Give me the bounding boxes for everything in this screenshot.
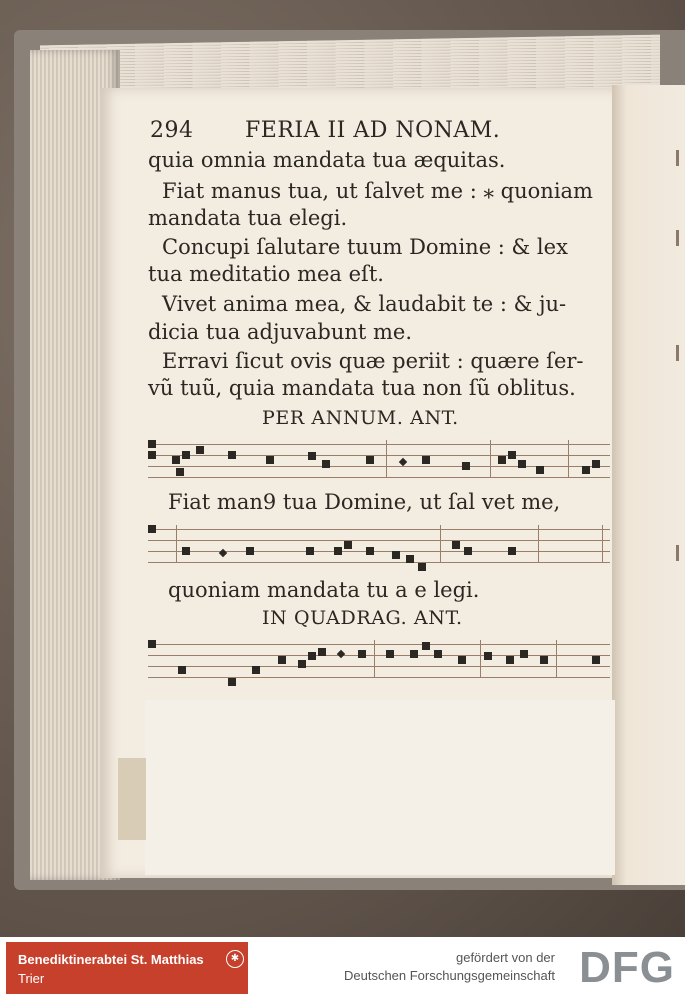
right-page <box>612 85 685 885</box>
verse-line: Erravi ſicut ovis quæ periit : quære ſer- <box>162 349 584 373</box>
rubric-in-quadrag: IN QUADRAG. ANT. <box>262 607 463 629</box>
funding-text <box>344 949 555 985</box>
funding-line: gefördert von der <box>455 950 555 965</box>
page-title: FERIA II AD NONAM. <box>245 118 501 143</box>
dfg-logo[interactable]: DFG <box>579 943 675 992</box>
funding-line: Deutschen Forschungsgemeinschaft <box>343 968 555 983</box>
chant-lyrics: Fiat man9 tua Domine, ut ſal vet me, <box>168 490 561 514</box>
verse-line: Fiat manus tua, ut ſalvet me : ⁎ quoniam <box>162 179 593 203</box>
rubric-per-annum: PER ANNUM. ANT. <box>262 407 459 429</box>
footer-bar <box>0 937 685 1000</box>
abbey-logo-icon: ✱ <box>226 950 244 968</box>
verse-line: dicia tua adjuvabunt me. <box>148 320 412 344</box>
music-staff <box>148 640 610 678</box>
page-number: 294 <box>150 118 194 143</box>
verse-line: Concupi ſalutare tuum Domine : & lex <box>162 235 568 259</box>
institution-name: Benediktinerabtei St. Matthias <box>18 952 204 967</box>
page-header <box>150 118 500 143</box>
verse-line: quia omnia mandata tua æquitas. <box>148 148 506 172</box>
paper-tab <box>118 758 146 840</box>
verse-line: vũ tuũ, quia mandata tua non ſũ oblitus. <box>148 376 576 400</box>
verse-line: tua meditatio mea eſt. <box>148 262 384 286</box>
chant-lyrics: quoniam mandata tu a e legi. <box>168 578 480 602</box>
institution-city: Trier <box>18 971 45 986</box>
blank-paper-slip <box>145 700 615 875</box>
verse-line: mandata tua elegi. <box>148 206 348 230</box>
institution-badge[interactable] <box>6 942 248 994</box>
music-staff <box>148 525 610 563</box>
verse-line: Vivet anima mea, & laudabit te : & ju- <box>162 292 567 316</box>
music-staff <box>148 440 610 478</box>
